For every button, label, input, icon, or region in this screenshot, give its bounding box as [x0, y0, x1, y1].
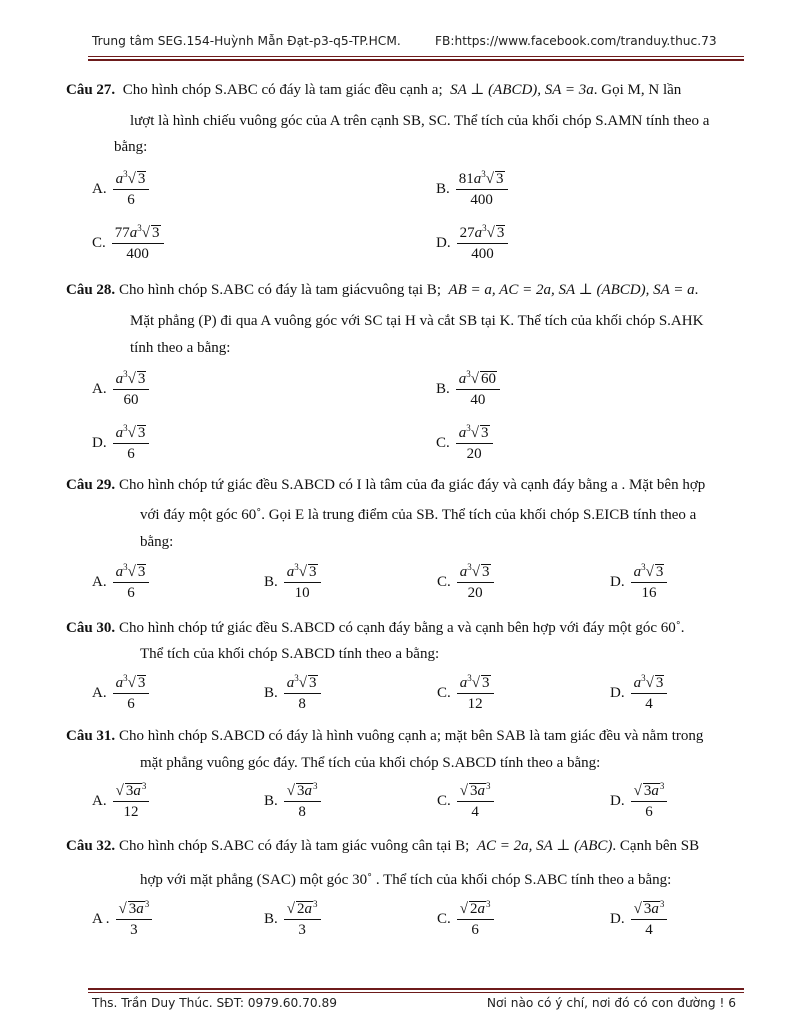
q29-line1 [66, 477, 705, 494]
option-label: D. [610, 911, 625, 927]
q32-line1 [66, 836, 699, 855]
q27-line1 [66, 80, 681, 99]
fraction: $\frac{a^3√ 3}{6}$ [113, 563, 150, 602]
q29-option-d[interactable] [610, 563, 667, 602]
q31-number: Câu 31. [66, 728, 116, 744]
q29-option-a[interactable] [92, 563, 149, 602]
q27-math: SA ⊥ (ABCD), SA = 3a [450, 82, 594, 98]
q32-text1: Cho hình chóp S.ABC có đáy là tam giác vuông cân tại B; [118, 838, 470, 854]
option-label: A. [92, 381, 107, 397]
q28-option-d[interactable] [92, 424, 149, 463]
option-label: A. [92, 574, 107, 590]
option-label: B. [264, 685, 278, 701]
q28-text1: Cho hình chóp S.ABC có đáy là tam giácvuông tại B; [118, 282, 441, 298]
q28-math: AB = a, AC = 2a, SA ⊥ (ABCD), SA = a [448, 282, 695, 298]
option-label: D. [610, 574, 625, 590]
q32-option-b[interactable] [264, 900, 321, 939]
option-label: A . [92, 911, 110, 927]
q30-option-a[interactable] [92, 674, 149, 713]
q27-text1b: . Gọi M, N lần [593, 82, 682, 98]
option-label: D. [436, 235, 451, 251]
footer-author: Ths. Trần Duy Thúc. SĐT: 0979.60.70.89 [92, 996, 337, 1010]
fraction: $\frac{27a^3√ 3}{400}$ [457, 224, 509, 263]
q32-option-a[interactable] [92, 900, 152, 939]
fraction: $\frac{√ 3a^3}{8}$ [284, 782, 321, 821]
fraction: $\frac{77a^3√ 3}{400}$ [112, 224, 164, 263]
fraction: $\frac{a^3√ 60}{40}$ [456, 370, 500, 409]
fraction: $\frac{a^3√ 3}{20}$ [457, 563, 494, 602]
q27-option-d[interactable] [436, 224, 508, 263]
footer-rule [88, 988, 744, 993]
q27-number: Câu 27. [66, 82, 116, 98]
q27-line2: lượt là hình chiếu vuông góc của A trên cạnh SB, SC. Thể tích của khối chóp S.AMN tính theo a [130, 113, 710, 129]
q30-text1: Cho hình chóp tứ giác đều S.ABCD có cạnh đáy bằng a và cạnh bên hợp với đáy một góc 60˚. [118, 620, 685, 636]
q29-number: Câu 29. [66, 477, 116, 493]
q30-option-c[interactable] [437, 674, 494, 713]
q32-math: AC = 2a, SA ⊥ (ABC) [476, 838, 613, 854]
q29-option-b[interactable] [264, 563, 321, 602]
page-footer [0, 996, 792, 1016]
q31-text1: Cho hình chóp S.ABCD có đáy là hình vuông cạnh a; mặt bên SAB là tam giác đều và nằm trong [118, 728, 704, 744]
q30-option-d[interactable] [610, 674, 667, 713]
q28-number: Câu 28. [66, 282, 116, 298]
q32-number: Câu 32. [66, 838, 116, 854]
header-rule [88, 56, 744, 61]
q31-option-b[interactable] [264, 782, 321, 821]
q27-option-b[interactable] [436, 170, 508, 209]
fraction: $\frac{a^3√ 3}{60}$ [113, 370, 150, 409]
option-label: D. [610, 793, 625, 809]
q32-text1b: . Cạnh bên SB [612, 838, 700, 854]
q28-text1b: . [694, 282, 699, 298]
option-label: B. [436, 381, 450, 397]
q31-line2: mặt phẳng vuông góc đáy. Thể tích của khối chóp S.ABCD tính theo a bằng: [140, 755, 601, 771]
q29-line2: với đáy một góc 60˚. Gọi E là trung điểm của SB. Thể tích của khối chóp S.EICB tính theo a [140, 507, 697, 523]
q31-option-a[interactable] [92, 782, 149, 821]
option-label: D. [610, 685, 625, 701]
fraction: $\frac{a^3√ 3}{8}$ [284, 674, 321, 713]
option-label: C. [437, 685, 451, 701]
q30-line1 [66, 620, 684, 637]
fraction: $\frac{√ 3a^3}{4}$ [457, 782, 494, 821]
q28-line2: Mặt phẳng (P) đi qua A vuông góc với SC tại H và cắt SB tại K. Thể tích của khối chóp S.AHK [130, 313, 704, 329]
fraction: $\frac{√ 2a^3}{3}$ [284, 900, 321, 939]
option-label: D. [92, 435, 107, 451]
q30-option-b[interactable] [264, 674, 321, 713]
footer-motto-page-number: Nơi nào có ý chí, nơi đó có con đường ! 6 [486, 996, 736, 1010]
fraction: $\frac{a^3√ 3}{6}$ [113, 674, 150, 713]
option-label: A. [92, 685, 107, 701]
option-label: C. [437, 793, 451, 809]
fraction: $\frac{√ 3a^3}{3}$ [116, 900, 153, 939]
fraction: $\frac{√ 3a^3}{4}$ [631, 900, 668, 939]
q31-option-c[interactable] [437, 782, 494, 821]
q27-option-c[interactable] [92, 224, 164, 263]
option-label: C. [436, 435, 450, 451]
q30-line2: Thể tích của khối chóp S.ABCD tính theo a bằng: [140, 646, 440, 662]
option-label: B. [264, 574, 278, 590]
option-label: B. [264, 793, 278, 809]
fraction: $\frac{a^3√ 3}{6}$ [113, 424, 150, 463]
q28-option-b[interactable] [436, 370, 500, 409]
fraction: $\frac{a^3√ 3}{10}$ [284, 563, 321, 602]
fraction: $\frac{a^3√ 3}{12}$ [457, 674, 494, 713]
page-header [0, 30, 792, 50]
fraction: $\frac{√ 3a^3}{6}$ [631, 782, 668, 821]
q31-line1 [66, 728, 703, 745]
fraction: $\frac{a^3√ 3}{4}$ [631, 674, 668, 713]
fraction: $\frac{a^3√ 3}{16}$ [631, 563, 668, 602]
q28-option-a[interactable] [92, 370, 149, 409]
q32-line2: hợp với mặt phẳng (SAC) một góc 30˚ . Thể tích của khối chóp S.ABC tính theo a bằng: [140, 872, 672, 888]
q30-number: Câu 30. [66, 620, 116, 636]
q27-text1: Cho hình chóp S.ABC có đáy là tam giác đều cạnh a; [122, 82, 443, 98]
q32-option-c[interactable] [437, 900, 494, 939]
q29-line3: bằng: [140, 534, 174, 550]
option-label: B. [436, 181, 450, 197]
option-label: C. [437, 574, 451, 590]
fraction: $\frac{√ 2a^3}{6}$ [457, 900, 494, 939]
option-label: C. [92, 235, 106, 251]
q28-line1 [66, 280, 698, 299]
q29-option-c[interactable] [437, 563, 494, 602]
q27-line3: bằng: [114, 139, 148, 155]
q28-line3: tính theo a bằng: [130, 340, 231, 356]
fraction: $\frac{a^3√ 3}{20}$ [456, 424, 493, 463]
q29-text1: Cho hình chóp tứ giác đều S.ABCD có I là tâm của đa giác đáy và cạnh đáy bằng a . Mặt bên hợp [118, 477, 706, 493]
q27-option-a[interactable] [92, 170, 149, 209]
option-label: A. [92, 793, 107, 809]
q28-option-c[interactable] [436, 424, 493, 463]
option-label: B. [264, 911, 278, 927]
fraction: $\frac{a^3√ 3}{6}$ [113, 170, 150, 209]
option-label: A. [92, 181, 107, 197]
header-facebook: FB:https://www.facebook.com/tranduy.thuc.73 [435, 34, 717, 48]
fraction: $\frac{√ 3a^3}{12}$ [113, 782, 150, 821]
option-label: C. [437, 911, 451, 927]
q31-option-d[interactable] [610, 782, 667, 821]
header-center-info: Trung tâm SEG.154-Huỳnh Mẫn Đạt-p3-q5-TP.HCM. [92, 34, 401, 48]
q32-option-d[interactable] [610, 900, 667, 939]
fraction: $\frac{81a^3√ 3}{400}$ [456, 170, 508, 209]
